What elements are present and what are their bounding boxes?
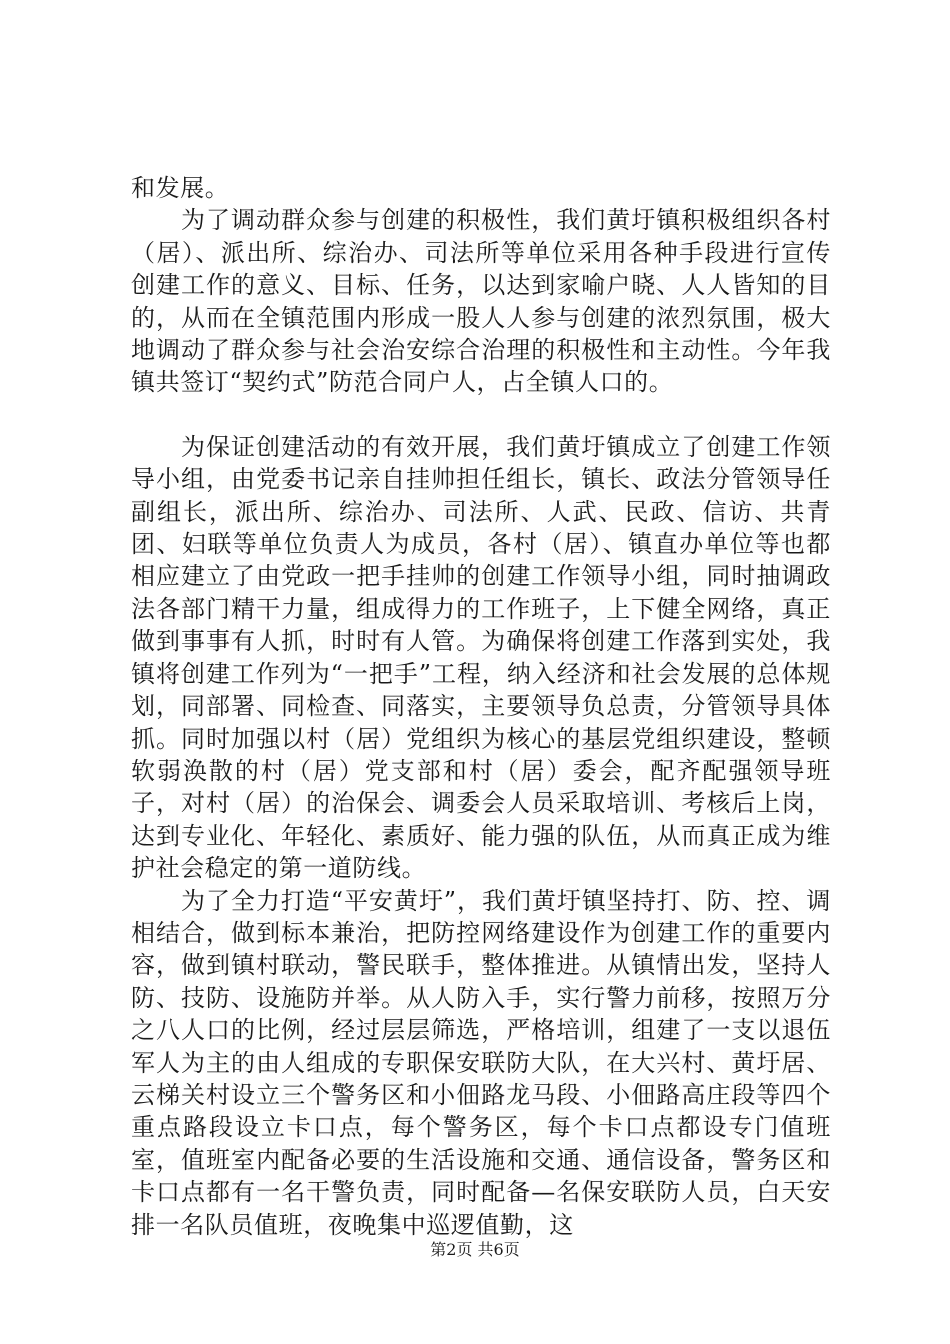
paragraph-safe-huangwei: 为了全力打造“平安黄圩”，我们黄圩镇坚持打、防、控、调相结合，做到标本兼治，把防控网络建设作为创建工作的重要内容，做到镇村联动，警民联手，整体推进。从镇情出发，坚持人防、技防、设施防并举。从人防入手，实行警力前移，按照万分之八人口的比例，经过层层筛选，严格培训，组建了一支以退伍军人为主的由人组成的专职保安联防大队，在大兴村、黄圩居、云梯关村设立三个警务区和小佃路龙马段、小佃路高庄段等四个重点路段设立卡口点，每个警务区，每个卡口点都设专门值班室，值班室内配备必要的生活设施和交通、通信设备，警务区和卡口点都有一名干警负责，同时配备—名保安联防人员，白天安排一名队员值班，夜晚集中巡逻值勤，这 [131,886,831,1239]
paragraph-continuation: 和发展。 [131,174,230,202]
page-footer: 第2页 共6页 [430,1240,520,1259]
document-body [131,172,831,1241]
paragraph-leadership-group: 为保证创建活动的有效开展，我们黄圩镇成立了创建工作领导小组，由党委书记亲自挂帅担任组长，镇长、政法分管领导任副组长，派出所、综治办、司法所、人武、民政、信访、共青团、妇联等单位负责人为成员，各村（居）、镇直办单位等也都相应建立了由党政一把手挂帅的创建工作领导小组，同时抽调政法各部门精干力量，组成得力的工作班子，上下健全网络，真正做到事事有人抓，时时有人管。为确保将创建工作落到实处，我镇将创建工作列为“一把手”工程，纳入经济和社会发展的总体规划，同部署、同检查、同落实，主要领导负总责，分管领导具体抓。同时加强以村（居）党组织为核心的基层党组织建设，整顿软弱涣散的村（居）党支部和村（居）委会，配齐配强领导班子，对村（居）的治保会、调委会人员采取培训、考核后上岗，达到专业化、年轻化、素质好、能力强的队伍，从而真正成为维护社会稳定的第一道防线。 [131,432,831,883]
paragraph-mobilize-masses: 为了调动群众参与创建的积极性，我们黄圩镇积极组织各村（居）、派出所、综治办、司法所等单位采用各种手段进行宣传创建工作的意义、目标、任务，以达到家喻户晓、人人皆知的目的，从而在全镇范围内形成一股人人参与创建的浓烈氛围，极大地调动了群众参与社会治安综合治理的积极性和主动性。今年我镇共签订“契约式”防范合同户人，占全镇人口的。 [131,206,831,397]
paragraph-gap [131,399,831,431]
